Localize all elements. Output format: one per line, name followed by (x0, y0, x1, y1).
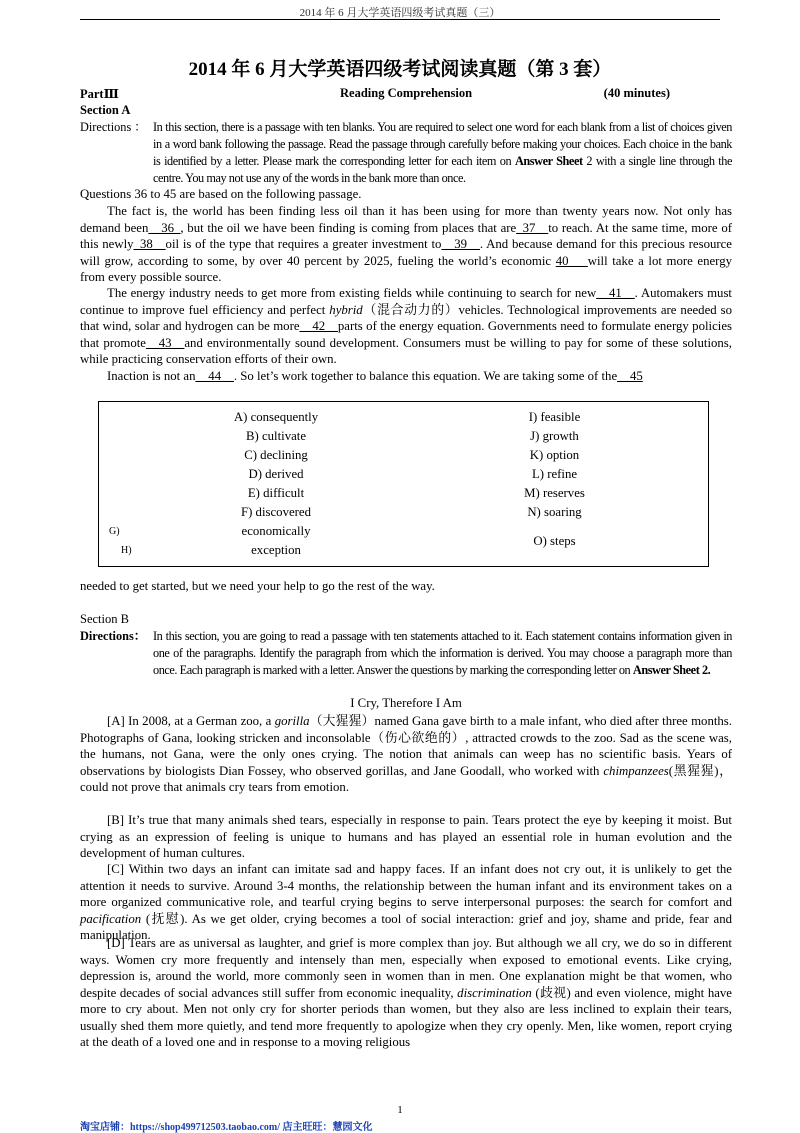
page-title: 2014 年 6 月大学英语四级考试阅读真题（第 3 套） (188, 59, 612, 80)
section-a-heading: Section A (80, 103, 131, 117)
passage-paragraph-1: The fact is, the world has been finding less oil than it has been using for more than twenty years now. Not only has demand been__36_, but the oil we have been finding is coming from places that are_37__to reach. At the same time, more of this newly_38__oil is of the type that requires a greater investment to__39__. And because demand for this precious resource will grow, according to some, by over 40 percent by 2025, fueling the world’s economic 40___will take a lot more energy from every possible source. (80, 204, 733, 284)
questions-intro: Questions 36 to 45 are based on the following passage. (80, 187, 362, 201)
part-name: Reading Comprehension (340, 86, 473, 100)
bank-choice-d[interactable]: D) derived (248, 467, 304, 481)
bank-choice-l[interactable]: L) refine (531, 467, 578, 481)
paragraph-c: [C] Within two days an infant can imitate sad and happy faces. If an infant does not cry out, it is unlikely to get the attention it needs to survive. Around 3-4 months, the relationship between the human infant and its environment takes on a more organized communicative role, and tearful crying begins to serve interpersonal purposes: the search for comfort and pacification (抚慰). As we get older, crying becomes a tool of social interaction: grief and joy, shame and pride, fear and manipulation. (80, 862, 732, 942)
passage-paragraph-2: The energy industry needs to get more from existing fields while continuing to search for new__41__. Automakers must continue to improve fuel efficiency and perfect hybrid（混合动力的）vehicles. Technological improvements are needed so that wind, solar and hydrogen can be more__42__parts of the energy equation. Governments need to formulate energy policies that promote__43__and environmentally sound development. Consumers must be willing to pay for some of these solutions, while practicing conservation efforts of their own. (80, 286, 733, 366)
blank-40[interactable]: 40___ (555, 253, 588, 268)
bank-choice-g[interactable]: economically (241, 524, 311, 538)
bank-choice-b[interactable]: B) cultivate (245, 429, 307, 443)
blank-45[interactable]: __45 (617, 369, 643, 383)
blank-38[interactable]: _38__ (133, 237, 166, 251)
bank-letter-g: G) (109, 526, 120, 537)
paragraph-b: [B] It’s true that many animals shed tears, especially in response to pain. Tears protect the eye by keeping it moist. But crying as an expression of feeling is unique to humans and has played an essential role in human evolution and the development of human cultures. (80, 813, 732, 860)
word-bank (98, 401, 709, 567)
blank-39[interactable]: __39__ (441, 237, 480, 251)
part-number: PartⅢ (80, 87, 119, 101)
blank-37[interactable]: _37__ (516, 220, 549, 235)
bank-choice-i[interactable]: I) feasible (528, 410, 581, 424)
directions-text: In this section, there is a passage with ten blanks. You are required to select one word for each blank from a list of choices given in a word bank following the passage. Read the passage through carefully before making your choices. Each choice in the bank is identified by a letter. Please mark the corresponding letter for each item on Answer Sheet 2 with a single line through the centre. You may not use any of the words in the bank more than once. (153, 120, 732, 185)
blank-36[interactable]: __36_ (148, 220, 181, 235)
running-header: 2014 年 6 月大学英语四级考试真题（三） (299, 7, 501, 19)
passage-continuation: needed to get started, but we need your help to go the rest of the way. (80, 579, 435, 593)
header-rule (80, 19, 720, 20)
directions-text: In this section, you are going to read a passage with ten statements attached to it. Each statement contains information given in one of the paragraphs. Identify the paragraph from which the information is derived. You may choose a paragraph more than once. Each paragraph is marked with a letter. Answer the questions by marking the corresponding letter on Answer Sheet 2. (153, 629, 732, 677)
blank-41[interactable]: __41__ (596, 286, 635, 300)
blank-44[interactable]: __44__ (195, 369, 234, 383)
bank-choice-e[interactable]: E) difficult (247, 486, 305, 500)
section-b-heading: Section B (80, 612, 129, 626)
blank-42[interactable]: __42__ (299, 319, 338, 333)
bank-choice-m[interactable]: M) reserves (524, 486, 585, 500)
bank-letter-h: H) (121, 545, 132, 556)
blank-43[interactable]: __43__ (145, 335, 185, 350)
bank-choice-f[interactable]: F) discovered (240, 505, 311, 519)
bank-choice-a[interactable]: A) consequently (233, 410, 319, 424)
bank-choice-j[interactable]: J) growth (530, 429, 579, 443)
directions-label: Directions： (80, 629, 147, 643)
section-b-directions (80, 628, 732, 679)
bank-choice-c[interactable]: C) declining (244, 448, 308, 462)
passage-paragraph-3: Inaction is not an__44__. So let’s work together to balance this equation. We are taking some of the__45 (107, 369, 643, 383)
passage-title: I Cry, Therefore I Am (350, 696, 462, 710)
bank-choice-h[interactable]: exception (251, 543, 301, 557)
part-time: (40 minutes) (603, 86, 670, 100)
bank-choice-n[interactable]: N) soaring (527, 505, 582, 519)
shop-link[interactable]: 淘宝店铺：https://shop499712503.taobao.com/ 店主旺旺：慧园文化 (80, 1122, 373, 1133)
section-a-directions (80, 119, 732, 187)
directions-label: Directions ： (80, 120, 147, 134)
page-number: 1 (397, 1104, 403, 1116)
paragraph-d: [D] Tears are as universal as laughter, and grief is more complex than joy. But although we all cry, we do so in different ways. Women cry more frequently and intensely than men, especially when exposed to emotional events. Like crying, depression is, around the world, more commonly seen in women than in men. One explanation might be that women, who despite decades of social advances still suffer from economic inequality, discrimination (歧视) and even violence, might have more to cry about. Men not only cry for shorter periods than women, but they also are less inclined to explain their tears, usually shed them more quietly, and tend more frequently to apologize when they cry openly. Men, like women, report crying at the death of a loved one and in response to a moving religious (80, 936, 732, 1049)
bank-choice-o[interactable]: O) steps (533, 533, 576, 548)
paragraph-a: [A] In 2008, at a German zoo, a gorilla（大猩猩）named Gana gave birth to a male infant, who died after three months. Photographs of Gana, looking stricken and inconsolable（伤心欲绝的）, attracted crowds to the zoo. Sad as the scene was, the humans, not Gana, were the only ones crying. The notion that animals can weep has no scientific basis. Years of observations by biologists Dian Fossey, who observed gorillas, and Jane Goodall, who worked with chimpanzees(黑猩猩)， could not prove that animals cry tears from emotion. (80, 714, 732, 794)
bank-choice-k[interactable]: K) option (529, 448, 580, 462)
part-heading (80, 86, 670, 102)
